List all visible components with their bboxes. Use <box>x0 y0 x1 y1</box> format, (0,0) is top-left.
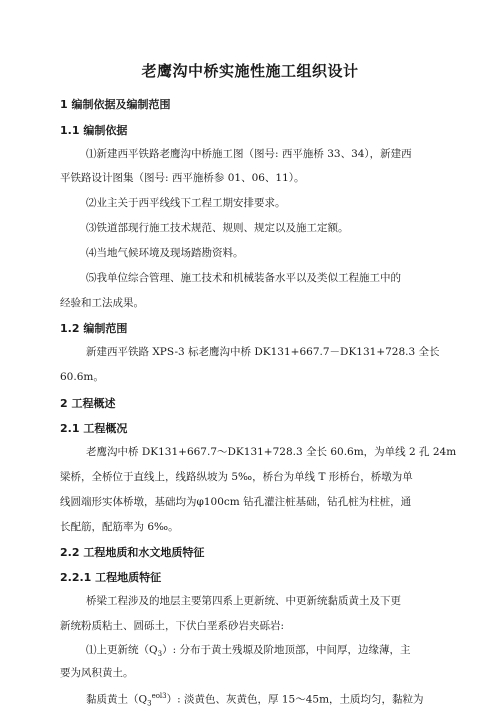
text-run: ⑴上更新统（Q <box>86 644 158 656</box>
paragraph-line: ⑸我单位综合管理、施工技术和机械装备水平以及类似工程施工中的 <box>86 272 401 284</box>
paragraph-line: 经验和工法成果。 <box>60 297 144 309</box>
paragraph-line: ⑵业主关于西平线线下工程工期安排要求。 <box>86 197 286 209</box>
paragraph-line: 新建西平铁路 XPS-3 标老鹰沟中桥 DK131+667.7－DK131+728.3 全长 <box>86 346 440 358</box>
paragraph-line: 长配筋，配筋率为 6‰。 <box>60 521 179 533</box>
subscript: 3 <box>157 650 163 659</box>
heading-1-1: 1.1 编制依据 <box>60 124 128 137</box>
paragraph-line: 梁桥，全桥位于直线上，线路纵坡为 5‰，桥台为单线 T 形桥台，桥墩为单 <box>60 471 413 483</box>
heading-2: 2 工程概述 <box>60 397 116 410</box>
text-run: 黏质黄土（Q <box>86 693 148 706</box>
paragraph-line: 老鹰沟中桥 DK131+667.7～DK131+728.3 全长 60.6m，为单线 2 孔 24m <box>86 446 457 458</box>
text-run: ）: 分布于黄土残塬及阶地顶部，中间厚，边缘薄，主 <box>162 644 411 656</box>
paragraph-line: 要为风积黄土。 <box>60 667 134 679</box>
heading-1: 1 编制依据及编制范围 <box>60 98 171 111</box>
text-run: ）: 淡黄色、灰黄色，厚 15～45m，土质均匀，黏粒为 <box>166 693 424 706</box>
subscript: 3 <box>147 699 152 708</box>
heading-2-2-1: 2.2.1 工程地质特征 <box>60 571 162 584</box>
paragraph-line <box>86 643 410 661</box>
heading-2-2: 2.2 工程地质和水文地质特征 <box>60 546 205 559</box>
paragraph-line: ⑶铁道部现行施工技术规范、规则、规定以及施工定额。 <box>86 222 349 234</box>
page-title: 老鹰沟中桥实施性施工组织设计 <box>141 62 359 80</box>
paragraph-line: 平铁路设计图集（图号: 西平施桥参 01、06、11）。 <box>60 172 305 184</box>
paragraph-line: 新统粉质粘土、圆砾土，下伏白垩系砂岩夹砾岩: <box>60 620 285 632</box>
paragraph-line: 桥梁工程涉及的地层主要第四系上更新统、中更新统黏质黄土及下更 <box>86 595 401 607</box>
paragraph-line: ⑷当地气候环境及现场踏勘资料。 <box>86 247 244 259</box>
paragraph-line: ⑴新建西平铁路老鹰沟中桥施工图（图号: 西平施桥 33、34），新建西 <box>86 148 412 160</box>
paragraph-line <box>86 689 424 711</box>
heading-2-1: 2.1 工程概况 <box>60 422 128 435</box>
paragraph-line: 线圆端形实体桥墩，基础均为φ100cm 钻孔灌注桩基础，钻孔桩为柱桩，通 <box>60 496 412 508</box>
superscript: eol3 <box>151 692 167 700</box>
heading-1-2: 1.2 编制范围 <box>60 322 128 335</box>
paragraph-line: 60.6m。 <box>60 371 104 383</box>
